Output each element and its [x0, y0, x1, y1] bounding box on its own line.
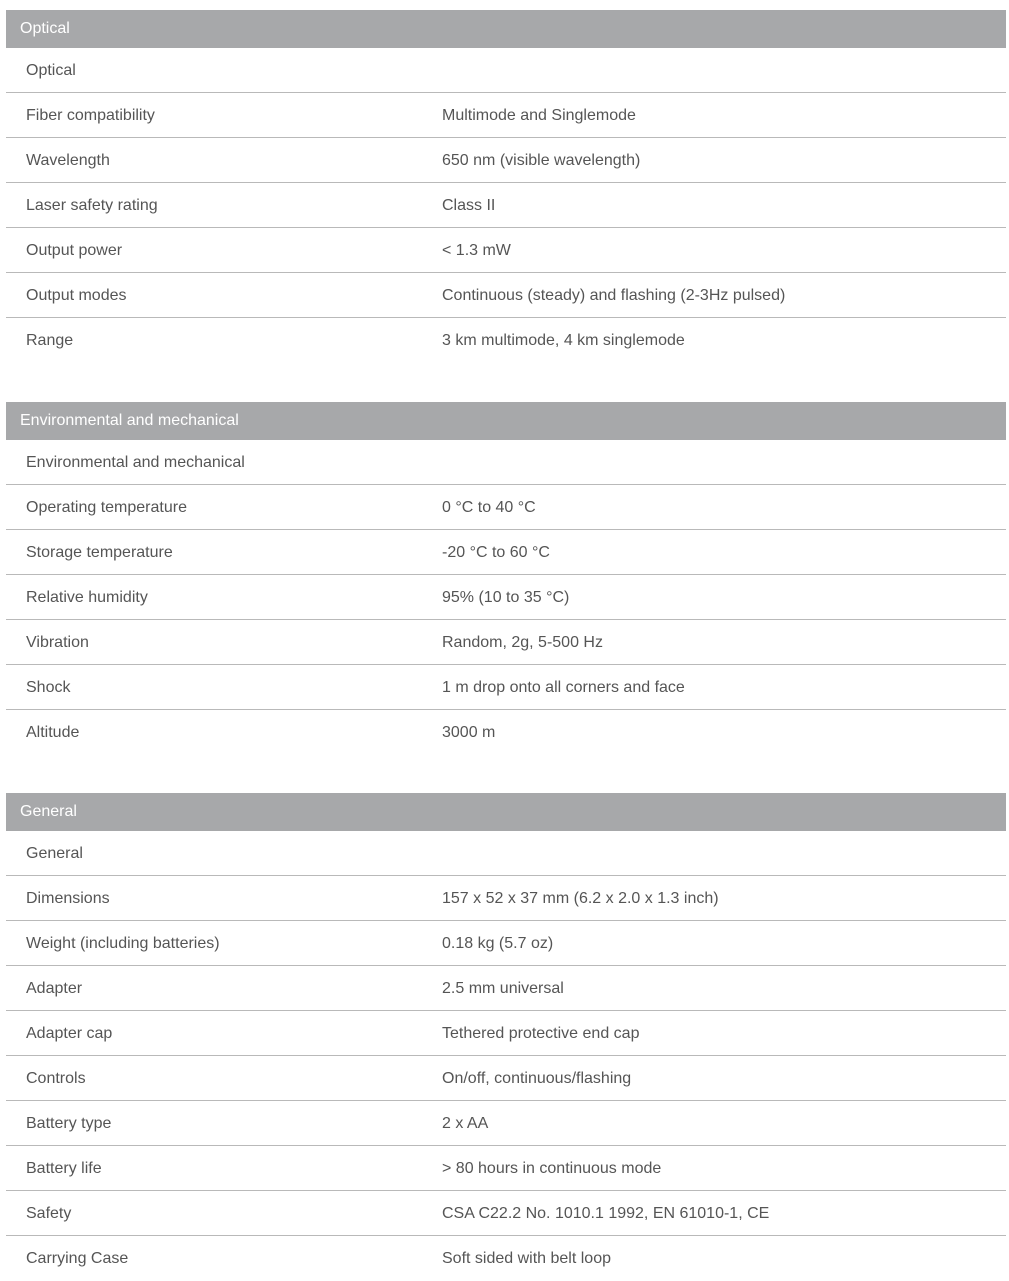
spec-label: Range — [26, 332, 74, 349]
section-subheading-row — [6, 440, 1006, 484]
spec-section-general — [6, 793, 1006, 1280]
spec-label: Weight (including batteries) — [26, 935, 220, 952]
section-header: General — [6, 793, 1006, 831]
spec-value: Multimode and Singlemode — [442, 107, 636, 124]
spec-section-optical — [6, 10, 1006, 362]
spec-value: 1 m drop onto all corners and face — [442, 679, 685, 696]
spec-row — [6, 1100, 1006, 1145]
spec-label: Battery life — [26, 1160, 102, 1177]
spec-value: 0.18 kg (5.7 oz) — [442, 935, 554, 952]
spec-value: 157 x 52 x 37 mm (6.2 x 2.0 x 1.3 inch) — [442, 890, 719, 907]
spec-value: 95% (10 to 35 °C) — [442, 589, 570, 606]
spec-row — [6, 484, 1006, 529]
section-subheading-row — [6, 831, 1006, 875]
spec-label: Relative humidity — [26, 589, 148, 606]
spec-value: Class II — [442, 197, 496, 214]
spec-row — [6, 875, 1006, 920]
spec-label: Output modes — [26, 287, 127, 304]
spec-row — [6, 619, 1006, 664]
spec-row — [6, 574, 1006, 619]
spec-label: Controls — [26, 1070, 86, 1087]
spec-value: 3000 m — [442, 724, 496, 741]
spec-label: Vibration — [26, 634, 89, 651]
spec-value: On/off, continuous/flashing — [442, 1070, 632, 1087]
spec-row — [6, 272, 1006, 317]
spec-row — [6, 965, 1006, 1010]
spec-value: > 80 hours in continuous mode — [442, 1160, 662, 1177]
section-subheading: Optical — [26, 62, 76, 79]
spec-row — [6, 1235, 1006, 1280]
spec-value: Continuous (steady) and flashing (2-3Hz pulsed) — [442, 287, 786, 304]
spec-value: 2 x AA — [442, 1115, 489, 1132]
spec-label: Shock — [26, 679, 71, 696]
spec-label: Operating temperature — [26, 499, 187, 516]
spec-row — [6, 227, 1006, 272]
spec-value: < 1.3 mW — [442, 242, 511, 259]
spec-row — [6, 529, 1006, 574]
spec-section-environmental — [6, 402, 1006, 754]
spec-value: CSA C22.2 No. 1010.1 1992, EN 61010-1, CE — [442, 1205, 770, 1222]
spec-row — [6, 709, 1006, 754]
spec-row — [6, 664, 1006, 709]
spec-value: Soft sided with belt loop — [442, 1250, 611, 1267]
spec-value: 2.5 mm universal — [442, 980, 564, 997]
spec-label: Battery type — [26, 1115, 112, 1132]
spec-row — [6, 92, 1006, 137]
spec-value: Random, 2g, 5-500 Hz — [442, 634, 603, 651]
spec-label: Output power — [26, 242, 123, 259]
spec-row — [6, 1010, 1006, 1055]
spec-label: Laser safety rating — [26, 197, 158, 214]
spec-row — [6, 182, 1006, 227]
spec-label: Storage temperature — [26, 544, 173, 561]
spec-value: 0 °C to 40 °C — [442, 499, 536, 516]
spec-value: 650 nm (visible wavelength) — [442, 152, 641, 169]
spec-label: Adapter cap — [26, 1025, 113, 1042]
section-subheading-row — [6, 48, 1006, 92]
spec-row — [6, 920, 1006, 965]
spec-value: -20 °C to 60 °C — [442, 544, 550, 561]
spec-label: Dimensions — [26, 890, 110, 907]
spec-row — [6, 1145, 1006, 1190]
spec-row — [6, 1055, 1006, 1100]
spec-value: 3 km multimode, 4 km singlemode — [442, 332, 685, 349]
spec-label: Safety — [26, 1205, 72, 1222]
spec-label: Carrying Case — [26, 1250, 129, 1267]
spec-label: Fiber compatibility — [26, 107, 155, 124]
spec-row — [6, 137, 1006, 182]
section-header: Environmental and mechanical — [6, 402, 1006, 440]
section-subheading: General — [26, 845, 83, 862]
spec-row — [6, 317, 1006, 362]
section-header: Optical — [6, 10, 1006, 48]
spec-value: Tethered protective end cap — [442, 1025, 640, 1042]
section-subheading: Environmental and mechanical — [26, 454, 245, 471]
spec-label: Altitude — [26, 724, 80, 741]
spec-label: Wavelength — [26, 152, 110, 169]
spec-row — [6, 1190, 1006, 1235]
spec-label: Adapter — [26, 980, 83, 997]
